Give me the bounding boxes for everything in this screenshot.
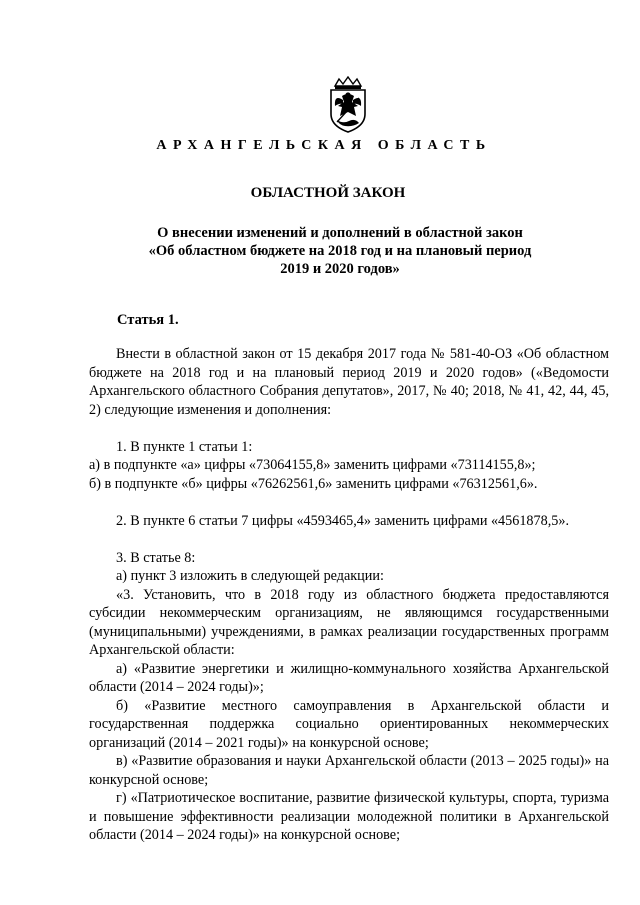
item-3-heading: 3. В статье 8: (116, 549, 196, 566)
law-title-line: «Об областном бюджете на 2018 год и на плановый период (148, 243, 532, 259)
arkhangelsk-coat-of-arms-icon (325, 76, 371, 134)
law-title-line: О внесении изменений и дополнений в областной закон (157, 225, 523, 241)
item-1-a: а) в подпункте «а» цифры «73064155,8» заменить цифрами «73114155,8»; (89, 457, 536, 473)
article-body (89, 345, 609, 845)
item-2: 2. В пункте 6 статьи 7 цифры «4593465,4» заменить цифрами «4561878,5». (116, 512, 569, 529)
program-a: а) «Развитие энергетики и жилищно-коммунального хозяйства Архангельской области (2014 – 2024 годы)»; (89, 660, 609, 695)
law-type: ОБЛАСТНОЙ ЗАКОН (250, 185, 406, 201)
region-name: АРХАНГЕЛЬСКАЯ ОБЛАСТЬ (156, 138, 492, 153)
item-1-b: б) в подпункте «б» цифры «76262561,6» заменить цифрами «76312561,6». (89, 475, 538, 492)
program-v: в) «Развитие образования и науки Архангельской области (2013 – 2025 годы)» на конкурсной основе; (89, 753, 609, 788)
item-1-heading: 1. В пункте 1 статьи 1: (116, 438, 253, 455)
law-title-line: 2019 и 2020 годов» (280, 261, 400, 277)
item-3-a: а) пункт 3 изложить в следующей редакции: (116, 568, 384, 584)
article-heading: Статья 1. (117, 312, 179, 328)
law-title (130, 224, 550, 278)
program-g: г) «Патриотическое воспитание, развитие физической культуры, спорта, туризма и повышение эффективности реализации молодежной политики в Архангельской области (2014 – 2024 годы)» на конкурсной основе; (89, 790, 609, 843)
quote-intro: «3. Установить, что в 2018 году из областного бюджета предоставляются субсидии некоммерческим организациям, не являющимся государственными (муниципальными) учреждениями, в рамках реализации государственных программ Архангельской области: (89, 586, 609, 658)
program-b: б) «Развитие местного самоуправления в Архангельской области и государственная поддержка социально ориентированных некоммерческих организаций (2014 – 2021 годы)» на конкурсной основе; (89, 697, 609, 751)
article-intro: Внести в областной закон от 15 декабря 2017 года № 581-40-ОЗ «Об областном бюджете на 2018 год и на плановый период 2019 и 2020 годов» («Ведомости Архангельского областного Собрания депутатов», 2017, № 40; 2018, № 41, 42, 44, 45, 2) следующие изменения и дополнения: (89, 346, 609, 418)
